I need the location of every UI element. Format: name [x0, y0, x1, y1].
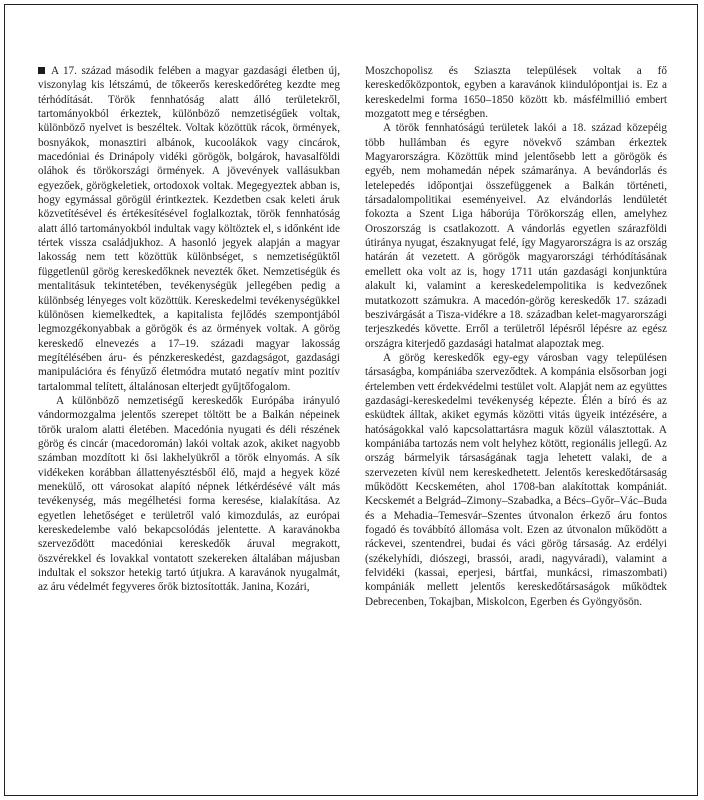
paragraph-text: A 17. század második felében a magyar gazdasági életben új, viszonylag kis létszámú, de tőkeerős kereskedőréteg kezdte meg térhódítását. Török fennhatóság alatt álló területekről, tartományokból érkeztek, különböző nemzetiségűek voltak, különböző nyelvet is beszéltek. Voltak közöttük rácok, örmények, bosnyákok, monasztiri albánok, kucoolákok vagy cincárok, macedóniai és Drinápoly vidéki görögök, bolgárok, havasalföldi oláhok és törökországi örmények. A jövevények vallásukban egyezőek, görögkeletiek, ortodoxok voltak. Megegyeztek abban is, hogy egymással görögül érintkeztek. Kezdetben csak keleti áruk közvetítésével és értékesítésével foglalkoztak, török fennhatóság alatt álló tartományokból indultak vagy költöztek el, s időnként ide tértek vissza családjukhoz. A hasonló jegyek alapján a magyar lakosság nem tett közöttük különbséget, s nemzetiségüktől függetlenül görög kereskedőknek nevezték őket. Nemzetiségük és mentalitásuk tekintetében, tevékenységük jellegében pedig a különbség lényeges volt közöttük. Kereskedelmi tevékenységükkel különösen kiemelkedtek, a kapitalista fejlődés szempontjából legmozgékonyabbak a görögök és az örmények voltak. A görög kereskedő elnevezés a 17–19. századi magyar lakosság megítélésében áru- és pénzkereskedést, gazdagságot, gazdasági manipulációra és fényűző életmódra mutató negatív mint pozitív tartalommal telített, általánosan elterjedt gyűjtőfogalom.	[38, 65, 340, 393]
paragraph: A görög kereskedők egy-egy városban vagy településen társaságba, kompániába szerveződtek. A kompánia elsősorban jogi értelemben vett érdekvédelmi testület volt. Alapját nem az együttes gazdasági-kereskedelmi tevékenység képezte. Élén a bíró és az esküdtek álltak, akiket egymás közötti vitás ügyeik intézésére, a hatóságokkal való kapcsolattartásra maguk közül választottak. A kompániába tartozás nem volt helyhez kötött, regionális jellegű. Az ország bármelyik társaságának tagja lehetett valaki, de a szervezeten kívül nem kereskedhetett. Jelentős kereskedőtársaság működött Kecskeméten, ahol 1708-ban alakítottak kompániát. Kecskemét a Belgrád–Zimony–Szabadka, a Bécs–Győr–Vác–Buda és a Mehadia–Temesvár–Szentes útvonalon érkező áru fontos fogadó és továbbító állomása volt. Ezen az útvonalon működött a ráckevei, szentendrei, budai és váci görög társaság. Az erdélyi (székelyhídi, diószegi, brassói, aradi, nagyváradi), valamint a felvidéki (kassai, eperjesi, bártfai, munkácsi, rimaszombati) kompániák mellett jelentős kereskedőtársaságok működtek Debrecenben, Tokajban, Miskolcon, Egerben és Gyöngyösön.	[365, 351, 667, 608]
paragraph: A török fennhatóságú területek lakói a 18. század közepéig több hullámban és egyre növekvő számban érkeztek Magyarországra. Közöttük mind jelentősebb lett a görögök és egyéb, nem mohamedán népek számaránya. A bevándorlás és letelepedés időpontjai összefüggenek a Balkán történeti, társadalompolitikai eseményeivel. Az elvándorlás lendületét fokozta a Szent Liga háborúja Törökország ellen, amelyhez Oroszország is csatlakozott. A vándorlás egyetlen szárazföldi útiránya nyugat, északnyugat felé, így Magyarországra is az ország határán át vezetett. A görögök magyarországi térhódításának emellett oka volt az is, hogy 1711 után gazdasági konjunktúra alakult ki, valamint a kereskedelempolitika is kedvezőnek mutatkozott számukra. A macedón-görög kereskedők 17. századi beszivárgását a Tisza-vidékre a 18. században kelet-magyarországi terjeszkedés követte. Erről a területről lépésről lépésre az egész országra kiterjedő gazdasági hatalmat alapoztak meg.	[365, 122, 667, 350]
section-marker-icon	[38, 67, 45, 74]
paragraph	[38, 64, 340, 394]
left-text-column	[38, 64, 340, 595]
paragraph: A különböző nemzetiségű kereskedők Európába irányuló vándormozgalma jelentős szerepet töltött be a Balkán népeinek török uralom alatti életében. Macedónia nyugati és déli részének görög és cincár (macedoromán) lakói voltak azok, akiket nagyobb számban mozdított ki ősi lakhelyükről a török elnyomás. A sík vidékeken korábban állattenyésztésből élő, majd a hegyek közé menekülő, ott városokat alapító népnek létkérdésévé vált más tevékenység, más megélhetési forma keresése, kialakítása. Az egyetlen lehetőséget e területről való kimozdulás, az európai kereskedelembe való bekapcsolódás jelentette. A karavánokba szerveződött macedóniai kereskedők áruval megrakott, öszvérekkel és lovakkal vontatott szekereken általában májusban indultak el sokszor hetekig tartó útjukra. A karavánok nyugalmát, az áru védelmét fegyveres őrök biztosították. Janina, Kozári,	[38, 394, 340, 594]
right-text-column	[365, 64, 667, 609]
paragraph: Moszchopolisz és Sziaszta települések voltak a fő kereskedőközpontok, egyben a karavánok kiindulópontjai is. Ez a kereskedelmi forma 1650–1850 között kb. másfélmillió embert mozgatott meg e térségben.	[365, 65, 667, 121]
